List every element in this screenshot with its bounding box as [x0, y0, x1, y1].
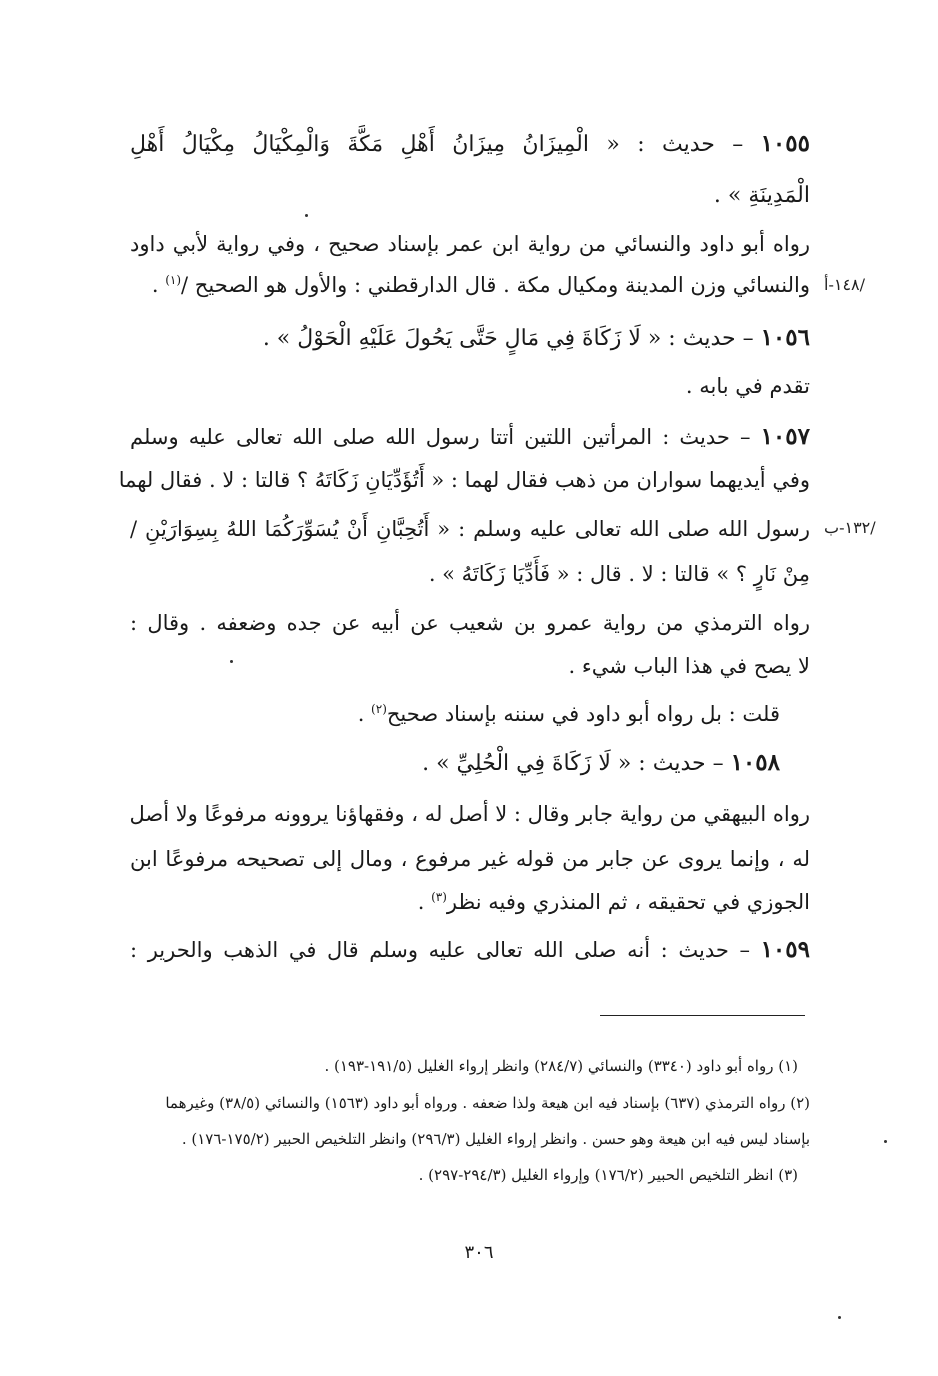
- footnote-2: (٢) رواه الترمذي (٦٣٧) بإسناد فيه ابن هيعة ولذا ضعفه . ورواه أبو داود (١٥٦٣) والنسائي (٣٨/٥) وغيرهما: [165, 1094, 810, 1112]
- commentary-text: الجوزي في تحقيقه ، ثم المنذري وفيه نظر: [446, 890, 810, 914]
- commentary-line: [130, 885, 810, 919]
- commentary-line: [130, 797, 810, 831]
- hadith-number: ١٠٥٩: [760, 936, 810, 963]
- scan-speck: [838, 1316, 841, 1319]
- page-number: ٣٠٦: [464, 1242, 494, 1263]
- commentary-text: والنسائي وزن المدينة ومكيال مكة . قال الدارقطني : والأول هو الصحيح /: [181, 273, 810, 297]
- footnote-1: (١) رواه أبو داود (٣٣٤٠) والنسائي (٢٨٤/٧) وانظر إرواء الغليل (١٩١/٥-١٩٣) .: [324, 1057, 798, 1075]
- hadith-1059-line: [130, 933, 810, 967]
- hadith-1057-line-2: [118, 463, 810, 497]
- hadith-number: ١٠٥٦: [760, 324, 810, 351]
- hadith-1057-line-1: [130, 420, 810, 454]
- margin-folio-ref: /١٤٨-أ: [824, 275, 866, 294]
- hadith-1055-line-1: [130, 127, 810, 162]
- commentary-line: [130, 649, 810, 683]
- hadith-text: – حديث : « لَا زَكَاةَ فِي الْحُلِيِّ » .: [422, 751, 731, 776]
- hadith-1058-line: [130, 746, 780, 781]
- scan-speck: [230, 660, 233, 663]
- footnote-separator: [600, 1015, 805, 1016]
- scan-speck: [305, 214, 308, 217]
- commentary-line: [130, 606, 810, 640]
- footnote-ref: (٣): [431, 890, 447, 904]
- hadith-text: رسول الله صلى الله تعالى عليه وسلم : « أَتُحِبَّانِ أَنْ يُسَوِّرَكُمَا اللهُ بِسِوَارَيْنِ /: [130, 517, 810, 541]
- commentary-text: رواه البيهقي من رواية جابر وقال : لا أصل له ، وفقهاؤنا يروونه مرفوعًا ولا أصل: [129, 802, 810, 826]
- commentary-line: [130, 697, 780, 731]
- hadith-1057-line-3: [130, 512, 810, 546]
- hadith-1057-line-4: [130, 557, 810, 591]
- commentary-line: [130, 227, 810, 261]
- commentary-text: .: [357, 702, 372, 726]
- hadith-number: ١٠٥٧: [760, 423, 810, 450]
- commentary-text: له ، وإنما يروى عن جابر من قوله غير مرفوع ، ومال إلى تصحيحه مرفوعًا ابن: [130, 847, 810, 871]
- hadith-1056-line: [130, 321, 810, 356]
- hadith-text: – حديث : أنه صلى الله تعالى عليه وسلم قال في الذهب والحرير :: [130, 938, 761, 962]
- footnote-3: (٣) انظر التلخيص الحبير (١٧٦/٢) وإرواء الغليل (٢٩٤/٣-٢٩٧) .: [418, 1166, 798, 1184]
- hadith-text: – حديث : « لَا زَكَاةَ فِي مَالٍ حَتَّى يَحُولَ عَلَيْهِ الْحَوْلُ » .: [262, 326, 761, 351]
- commentary-text: .: [417, 890, 432, 914]
- margin-folio-ref: /١٣٢-ب: [824, 518, 876, 537]
- commentary-text: .: [151, 273, 166, 297]
- scan-speck: [884, 1140, 887, 1143]
- commentary-text: لا يصح في هذا الباب شيء .: [568, 654, 810, 678]
- hadith-number: ١٠٥٥: [760, 130, 810, 157]
- hadith-text: – حديث : المرأتين اللتين أتتا رسول الله صلى الله تعالى عليه وسلم: [130, 425, 761, 449]
- hadith-text: مِنْ نَارٍ ؟ » قالتا : لا . قال : « فَأَدِّيَا زَكَاتَهُ » .: [428, 562, 810, 586]
- commentary-text: تقدم في بابه .: [685, 374, 810, 398]
- hadith-number: ١٠٥٨: [730, 749, 780, 776]
- footnote-ref: (١): [165, 273, 182, 287]
- commentary-line: [130, 369, 810, 403]
- footnote-ref: (٢): [371, 702, 387, 716]
- commentary-text: رواه الترمذي من رواية عمرو بن شعيب عن أبيه عن جده وضعفه . وقال :: [130, 611, 810, 635]
- commentary-text: قلت : بل رواه أبو داود في سننه بإسناد صحيح: [386, 702, 780, 726]
- hadith-text: وفي أيديهما سواران من ذهب فقال لهما : « أَتُؤَدِّيَانِ زَكَاتَهُ ؟ قالتا : لا . فقال لهما: [118, 468, 810, 492]
- hadith-1055-line-2: [130, 178, 810, 213]
- commentary-text: رواه أبو داود والنسائي من رواية ابن عمر بإسناد صحيح ، وفي رواية لأبي داود: [130, 232, 810, 256]
- hadith-text: – حديث : « الْمِيزَانُ مِيزَانُ أَهْلِ مَكَّةَ وَالْمِكْيَالُ مِكْيَالُ أَهْلِ: [130, 132, 761, 157]
- hadith-text: الْمَدِينَةِ » .: [713, 183, 810, 208]
- footnote-2-continued: بإسناد ليس فيه ابن هيعة وهو حسن . وانظر إرواء الغليل (٢٩٦/٣) وانظر التلخيص الحبير (١٧٥/٢-١٧٦) .: [181, 1130, 810, 1148]
- commentary-line: [130, 842, 810, 876]
- commentary-line: [130, 268, 810, 302]
